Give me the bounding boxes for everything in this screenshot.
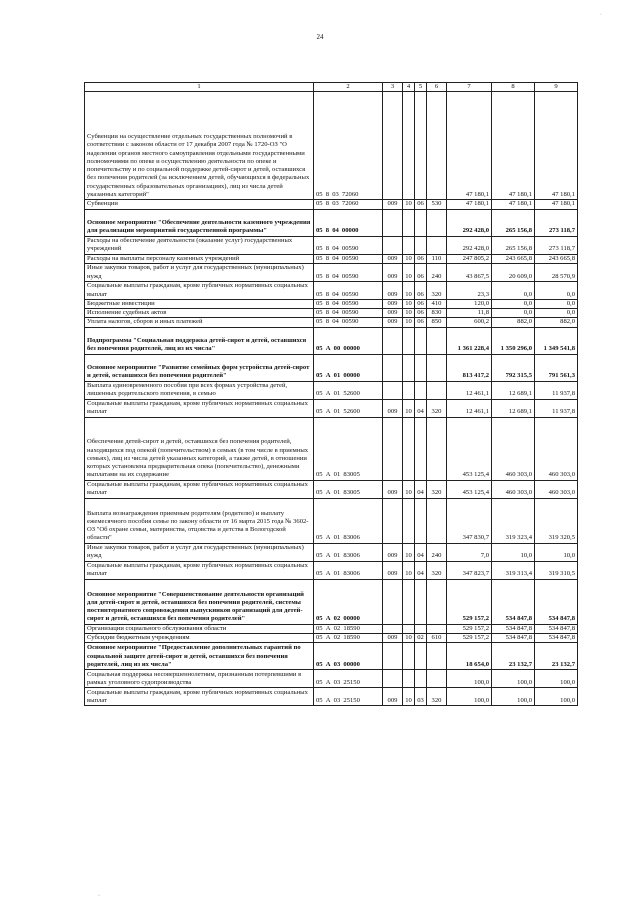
- cell-amount-year2: 0,0: [492, 299, 535, 308]
- cell-amount-year2: 319 313,4: [492, 561, 535, 579]
- cell-subsection: [415, 579, 427, 624]
- cell-ved: 009: [383, 200, 403, 209]
- cell-amount-year2: 460 303,0: [492, 417, 535, 480]
- cell-amount-year1: 100,0: [447, 688, 492, 706]
- cell-amount-year3: 273 118,7: [535, 209, 578, 236]
- cell-expense-type: 320: [427, 561, 447, 579]
- cell-expense-type: 830: [427, 309, 447, 318]
- cell-amount-year2: 10,0: [492, 543, 535, 561]
- cell-name: Иные закупки товаров, работ и услуг для государственных (муниципальных) нужд: [85, 263, 314, 281]
- cell-amount-year3: 47 180,1: [535, 92, 578, 200]
- cell-section: 10: [403, 480, 415, 498]
- scan-mark-bottom: ·: [98, 893, 100, 899]
- cell-ved: 009: [383, 309, 403, 318]
- cell-name: Основное мероприятие "Обеспечение деятельности казенного учреждения для реализации мероприятий государственной программы": [85, 209, 314, 236]
- cell-amount-year2: 882,0: [492, 318, 535, 327]
- cell-name: Основное мероприятие "Предоставление дополнительных гарантий по социальной защите детей-сирот и детей, оставшихся без попечения родителей, лиц из их числа": [85, 643, 314, 670]
- cell-ved: [383, 579, 403, 624]
- cell-expense-type: 320: [427, 688, 447, 706]
- cell-amount-year2: 100,0: [492, 670, 535, 688]
- cell-code: 05 8 03 72060: [314, 92, 383, 200]
- cell-section: 10: [403, 688, 415, 706]
- table-row: [85, 254, 578, 263]
- cell-expense-type: 610: [427, 634, 447, 643]
- header-col-3: 3: [383, 83, 403, 92]
- cell-amount-year1: 43 867,5: [447, 263, 492, 281]
- cell-section: 10: [403, 254, 415, 263]
- table-row: [85, 236, 578, 254]
- cell-name: Выплата единовременного пособия при всех формах устройства детей, лишенных родительского попечения, в семью: [85, 381, 314, 399]
- cell-subsection: 06: [415, 281, 427, 299]
- cell-amount-year2: 534 847,8: [492, 579, 535, 624]
- cell-code: 05 А 02 18590: [314, 624, 383, 633]
- cell-name: Социальная поддержка несовершеннолетним, признанным потерпевшими в рамках уголовного судопроизводства: [85, 670, 314, 688]
- cell-amount-year2: 243 665,8: [492, 254, 535, 263]
- cell-ved: [383, 209, 403, 236]
- cell-expense-type: [427, 417, 447, 480]
- cell-code: 05 А 01 83005: [314, 480, 383, 498]
- cell-section: [403, 670, 415, 688]
- cell-subsection: [415, 381, 427, 399]
- table-row: [85, 498, 578, 543]
- cell-subsection: 04: [415, 561, 427, 579]
- cell-name: Основное мероприятие "Развитие семейных форм устройства детей-сирот и детей, оставшихся без попечения родителей": [85, 354, 314, 381]
- cell-expense-type: [427, 579, 447, 624]
- cell-amount-year1: 7,0: [447, 543, 492, 561]
- cell-amount-year1: 120,0: [447, 299, 492, 308]
- cell-ved: 009: [383, 543, 403, 561]
- cell-name: Обеспечение детей-сирот и детей, оставшихся без попечения родителей, находящихся под опекой (попечительством) в семьях (в том числе в приемных семьях), лиц из числа детей указанных категорий, а также детей, в отношении которых установлена предварительная опека (попечительство), денежными выплатами на их содержание: [85, 417, 314, 480]
- cell-code: 05 А 01 83005: [314, 417, 383, 480]
- cell-amount-year1: 347 823,7: [447, 561, 492, 579]
- table-row: [85, 543, 578, 561]
- table-row: [85, 670, 578, 688]
- cell-ved: 009: [383, 299, 403, 308]
- cell-expense-type: 530: [427, 200, 447, 209]
- cell-amount-year3: 100,0: [535, 688, 578, 706]
- cell-amount-year3: 0,0: [535, 299, 578, 308]
- page-number: 24: [316, 33, 324, 41]
- cell-section: [403, 381, 415, 399]
- cell-ved: [383, 327, 403, 354]
- cell-subsection: 02: [415, 634, 427, 643]
- table-row: [85, 381, 578, 399]
- header-col-4: 4: [403, 83, 415, 92]
- cell-ved: [383, 498, 403, 543]
- cell-amount-year1: 12 461,1: [447, 399, 492, 417]
- cell-ved: 009: [383, 281, 403, 299]
- cell-subsection: 06: [415, 309, 427, 318]
- table-row: [85, 318, 578, 327]
- cell-code: 05 А 03 25150: [314, 670, 383, 688]
- cell-expense-type: [427, 354, 447, 381]
- cell-amount-year3: 10,0: [535, 543, 578, 561]
- cell-code: 05 8 04 00590: [314, 309, 383, 318]
- cell-section: [403, 92, 415, 200]
- cell-amount-year3: 319 320,5: [535, 498, 578, 543]
- scan-mark: ·: [600, 12, 602, 18]
- cell-amount-year3: 791 561,3: [535, 354, 578, 381]
- cell-ved: [383, 670, 403, 688]
- cell-amount-year3: 47 180,1: [535, 200, 578, 209]
- cell-amount-year1: 12 461,1: [447, 381, 492, 399]
- cell-code: 05 8 04 00590: [314, 263, 383, 281]
- table-row: [85, 634, 578, 643]
- cell-section: 10: [403, 318, 415, 327]
- cell-code: 05 8 04 00000: [314, 209, 383, 236]
- cell-code: 05 А 01 00000: [314, 354, 383, 381]
- cell-code: 05 А 01 83006: [314, 561, 383, 579]
- cell-ved: 009: [383, 480, 403, 498]
- cell-code: 05 А 00 00000: [314, 327, 383, 354]
- cell-ved: 009: [383, 263, 403, 281]
- cell-section: [403, 643, 415, 670]
- cell-amount-year2: 20 609,0: [492, 263, 535, 281]
- header-col-5: 5: [415, 83, 427, 92]
- cell-ved: 009: [383, 399, 403, 417]
- cell-expense-type: [427, 236, 447, 254]
- cell-subsection: 03: [415, 688, 427, 706]
- cell-code: 05 А 01 83006: [314, 543, 383, 561]
- cell-name: Социальные выплаты гражданам, кроме публичных нормативных социальных выплат: [85, 399, 314, 417]
- cell-code: 05 8 04 00590: [314, 318, 383, 327]
- cell-amount-year2: 792 315,5: [492, 354, 535, 381]
- cell-subsection: 04: [415, 543, 427, 561]
- cell-expense-type: 850: [427, 318, 447, 327]
- cell-subsection: [415, 624, 427, 633]
- cell-amount-year2: 47 180,1: [492, 200, 535, 209]
- cell-amount-year3: 273 118,7: [535, 236, 578, 254]
- cell-name: Социальные выплаты гражданам, кроме публичных нормативных социальных выплат: [85, 688, 314, 706]
- cell-code: 05 А 01 83006: [314, 498, 383, 543]
- cell-section: 10: [403, 281, 415, 299]
- cell-section: [403, 236, 415, 254]
- cell-expense-type: 110: [427, 254, 447, 263]
- table-row: [85, 263, 578, 281]
- table-row: [85, 688, 578, 706]
- cell-ved: 009: [383, 318, 403, 327]
- table-row: [85, 299, 578, 308]
- cell-code: 05 8 04 00590: [314, 299, 383, 308]
- cell-section: [403, 579, 415, 624]
- cell-expense-type: [427, 670, 447, 688]
- cell-amount-year2: 534 847,8: [492, 624, 535, 633]
- cell-section: [403, 209, 415, 236]
- cell-subsection: 06: [415, 254, 427, 263]
- cell-ved: 009: [383, 254, 403, 263]
- cell-expense-type: 320: [427, 480, 447, 498]
- cell-ved: 009: [383, 688, 403, 706]
- cell-amount-year1: 453 125,4: [447, 480, 492, 498]
- cell-subsection: [415, 643, 427, 670]
- header-col-6: 6: [427, 83, 447, 92]
- cell-name: Расходы на обеспечение деятельности (оказание услуг) государственных учреждений: [85, 236, 314, 254]
- cell-name: Основное мероприятие "Совершенствование деятельности организаций для детей-сирот и детей, оставшихся без попечения родителей, системы постинтернатного сопровождения выпускников организаций для детей-сирот и детей, оставшихся без попечения родителей": [85, 579, 314, 624]
- cell-ved: [383, 417, 403, 480]
- cell-expense-type: [427, 92, 447, 200]
- table-row: [85, 417, 578, 480]
- cell-amount-year2: 100,0: [492, 688, 535, 706]
- cell-ved: [383, 381, 403, 399]
- cell-section: 10: [403, 561, 415, 579]
- cell-name: Подпрограмма "Социальная поддержка детей-сирот и детей, оставшихся без попечения родителей, лиц из их числа": [85, 327, 314, 354]
- cell-section: 10: [403, 399, 415, 417]
- cell-amount-year1: 18 654,0: [447, 643, 492, 670]
- table-row: [85, 480, 578, 498]
- cell-expense-type: 240: [427, 263, 447, 281]
- cell-amount-year1: 23,3: [447, 281, 492, 299]
- table-row: [85, 209, 578, 236]
- cell-section: 10: [403, 200, 415, 209]
- table-row: [85, 579, 578, 624]
- cell-amount-year2: 12 689,1: [492, 381, 535, 399]
- cell-code: 05 А 02 18590: [314, 634, 383, 643]
- table-row: [85, 643, 578, 670]
- cell-section: 10: [403, 263, 415, 281]
- cell-section: [403, 624, 415, 633]
- cell-amount-year2: 47 180,1: [492, 92, 535, 200]
- cell-name: Социальные выплаты гражданам, кроме публичных нормативных социальных выплат: [85, 480, 314, 498]
- cell-code: 05 8 04 00590: [314, 236, 383, 254]
- cell-amount-year1: 347 830,7: [447, 498, 492, 543]
- cell-amount-year2: 265 156,8: [492, 209, 535, 236]
- cell-code: 05 А 01 52600: [314, 399, 383, 417]
- cell-expense-type: 320: [427, 281, 447, 299]
- cell-amount-year3: 11 937,8: [535, 381, 578, 399]
- header-col-1: 1: [85, 83, 314, 92]
- cell-amount-year1: 292 428,0: [447, 236, 492, 254]
- table-row: [85, 354, 578, 381]
- cell-expense-type: 320: [427, 399, 447, 417]
- cell-amount-year3: 534 847,8: [535, 634, 578, 643]
- cell-amount-year2: 534 847,8: [492, 634, 535, 643]
- cell-ved: 009: [383, 561, 403, 579]
- cell-subsection: [415, 236, 427, 254]
- cell-amount-year2: 265 156,8: [492, 236, 535, 254]
- cell-code: 05 А 03 25150: [314, 688, 383, 706]
- cell-amount-year2: 0,0: [492, 281, 535, 299]
- cell-amount-year1: 247 805,2: [447, 254, 492, 263]
- cell-name: Уплата налогов, сборов и иных платежей: [85, 318, 314, 327]
- cell-amount-year2: 460 303,0: [492, 480, 535, 498]
- cell-subsection: 06: [415, 263, 427, 281]
- cell-amount-year1: 453 125,4: [447, 417, 492, 480]
- cell-amount-year1: 529 157,2: [447, 579, 492, 624]
- cell-ved: [383, 624, 403, 633]
- header-col-9: 9: [535, 83, 578, 92]
- header-col-8: 8: [492, 83, 535, 92]
- table-row: [85, 624, 578, 633]
- cell-subsection: 06: [415, 318, 427, 327]
- cell-name: Социальные выплаты гражданам, кроме публичных нормативных социальных выплат: [85, 561, 314, 579]
- cell-amount-year3: 23 132,7: [535, 643, 578, 670]
- table-row: [85, 399, 578, 417]
- cell-amount-year3: 11 937,8: [535, 399, 578, 417]
- cell-section: [403, 417, 415, 480]
- cell-amount-year2: 12 689,1: [492, 399, 535, 417]
- table-row: [85, 561, 578, 579]
- cell-ved: [383, 354, 403, 381]
- cell-amount-year1: 11,8: [447, 309, 492, 318]
- cell-subsection: [415, 670, 427, 688]
- cell-name: Расходы на выплаты персоналу казенных учреждений: [85, 254, 314, 263]
- cell-ved: [383, 92, 403, 200]
- table-body: [85, 92, 578, 706]
- cell-subsection: 04: [415, 480, 427, 498]
- cell-ved: [383, 643, 403, 670]
- budget-table: [84, 82, 578, 706]
- cell-expense-type: 240: [427, 543, 447, 561]
- cell-subsection: [415, 354, 427, 381]
- cell-amount-year1: 100,0: [447, 670, 492, 688]
- cell-subsection: [415, 209, 427, 236]
- cell-amount-year1: 529 157,2: [447, 634, 492, 643]
- cell-subsection: [415, 498, 427, 543]
- cell-amount-year3: 243 665,8: [535, 254, 578, 263]
- cell-expense-type: [427, 209, 447, 236]
- cell-name: Бюджетные инвестиции: [85, 299, 314, 308]
- cell-section: 10: [403, 309, 415, 318]
- cell-amount-year3: 460 303,0: [535, 417, 578, 480]
- table-row: [85, 200, 578, 209]
- cell-amount-year2: 23 132,7: [492, 643, 535, 670]
- cell-amount-year3: 319 310,5: [535, 561, 578, 579]
- cell-amount-year1: 1 361 228,4: [447, 327, 492, 354]
- cell-expense-type: [427, 498, 447, 543]
- cell-ved: 009: [383, 634, 403, 643]
- cell-name: Социальные выплаты гражданам, кроме публичных нормативных социальных выплат: [85, 281, 314, 299]
- cell-expense-type: [427, 624, 447, 633]
- cell-name: Субсидии бюджетным учреждениям: [85, 634, 314, 643]
- cell-amount-year3: 28 570,9: [535, 263, 578, 281]
- table-row: [85, 92, 578, 200]
- cell-subsection: [415, 417, 427, 480]
- cell-section: 10: [403, 634, 415, 643]
- cell-section: [403, 354, 415, 381]
- cell-name: Исполнение судебных актов: [85, 309, 314, 318]
- cell-expense-type: [427, 643, 447, 670]
- table-row: [85, 327, 578, 354]
- cell-amount-year3: 534 847,8: [535, 579, 578, 624]
- cell-amount-year3: 534 847,8: [535, 624, 578, 633]
- cell-code: 05 8 04 00590: [314, 281, 383, 299]
- header-col-2: 2: [314, 83, 383, 92]
- cell-code: 05 А 01 52600: [314, 381, 383, 399]
- cell-name: Субвенции: [85, 200, 314, 209]
- cell-amount-year1: 529 157,2: [447, 624, 492, 633]
- cell-subsection: [415, 92, 427, 200]
- cell-amount-year3: 882,0: [535, 318, 578, 327]
- cell-amount-year1: 600,2: [447, 318, 492, 327]
- cell-subsection: 04: [415, 399, 427, 417]
- cell-amount-year1: 47 180,1: [447, 200, 492, 209]
- table-row: [85, 309, 578, 318]
- cell-expense-type: [427, 327, 447, 354]
- cell-subsection: [415, 327, 427, 354]
- cell-name: Организации социального обслуживания области: [85, 624, 314, 633]
- cell-name: Субвенции на осуществление отдельных государственных полномочий в соответствии с законом области от 17 декабря 2007 года № 1720-ОЗ "О наделении органов местного самоуправления отдельными государственными полномочиями по опеке и осуществлению деятельности по опеке и попечительству и по социальной поддержке детей-сирот и детей, оставшихся без попечения родителей (за исключением детей, обучающихся в федеральных государственных образовательных организациях), лиц из числа детей указанных категорий": [85, 92, 314, 200]
- cell-amount-year3: 1 349 541,8: [535, 327, 578, 354]
- cell-section: [403, 327, 415, 354]
- cell-amount-year1: 813 417,2: [447, 354, 492, 381]
- cell-amount-year1: 47 180,1: [447, 92, 492, 200]
- cell-expense-type: [427, 381, 447, 399]
- cell-ved: [383, 236, 403, 254]
- cell-code: 05 А 03 00000: [314, 643, 383, 670]
- cell-amount-year3: 0,0: [535, 309, 578, 318]
- header-row: [85, 83, 578, 92]
- cell-amount-year3: 100,0: [535, 670, 578, 688]
- cell-amount-year2: 0,0: [492, 309, 535, 318]
- cell-amount-year2: 1 350 296,0: [492, 327, 535, 354]
- cell-subsection: 06: [415, 299, 427, 308]
- cell-code: 05 8 03 72060: [314, 200, 383, 209]
- cell-name: Выплата вознаграждения приемным родителям (родителю) и выплату ежемесячного пособия семье по закону области от 16 марта 2015 года № 3602-ОЗ "Об охране семьи, материнства, отцовства и детства в Вологодской области": [85, 498, 314, 543]
- cell-amount-year3: 0,0: [535, 281, 578, 299]
- cell-code: 05 8 04 00590: [314, 254, 383, 263]
- cell-expense-type: 410: [427, 299, 447, 308]
- cell-section: 10: [403, 299, 415, 308]
- cell-section: 10: [403, 543, 415, 561]
- header-col-7: 7: [447, 83, 492, 92]
- cell-section: [403, 498, 415, 543]
- cell-subsection: 06: [415, 200, 427, 209]
- cell-code: 05 А 02 00000: [314, 579, 383, 624]
- cell-name: Иные закупки товаров, работ и услуг для государственных (муниципальных) нужд: [85, 543, 314, 561]
- table-row: [85, 281, 578, 299]
- cell-amount-year1: 292 428,0: [447, 209, 492, 236]
- cell-amount-year2: 319 323,4: [492, 498, 535, 543]
- cell-amount-year3: 460 303,0: [535, 480, 578, 498]
